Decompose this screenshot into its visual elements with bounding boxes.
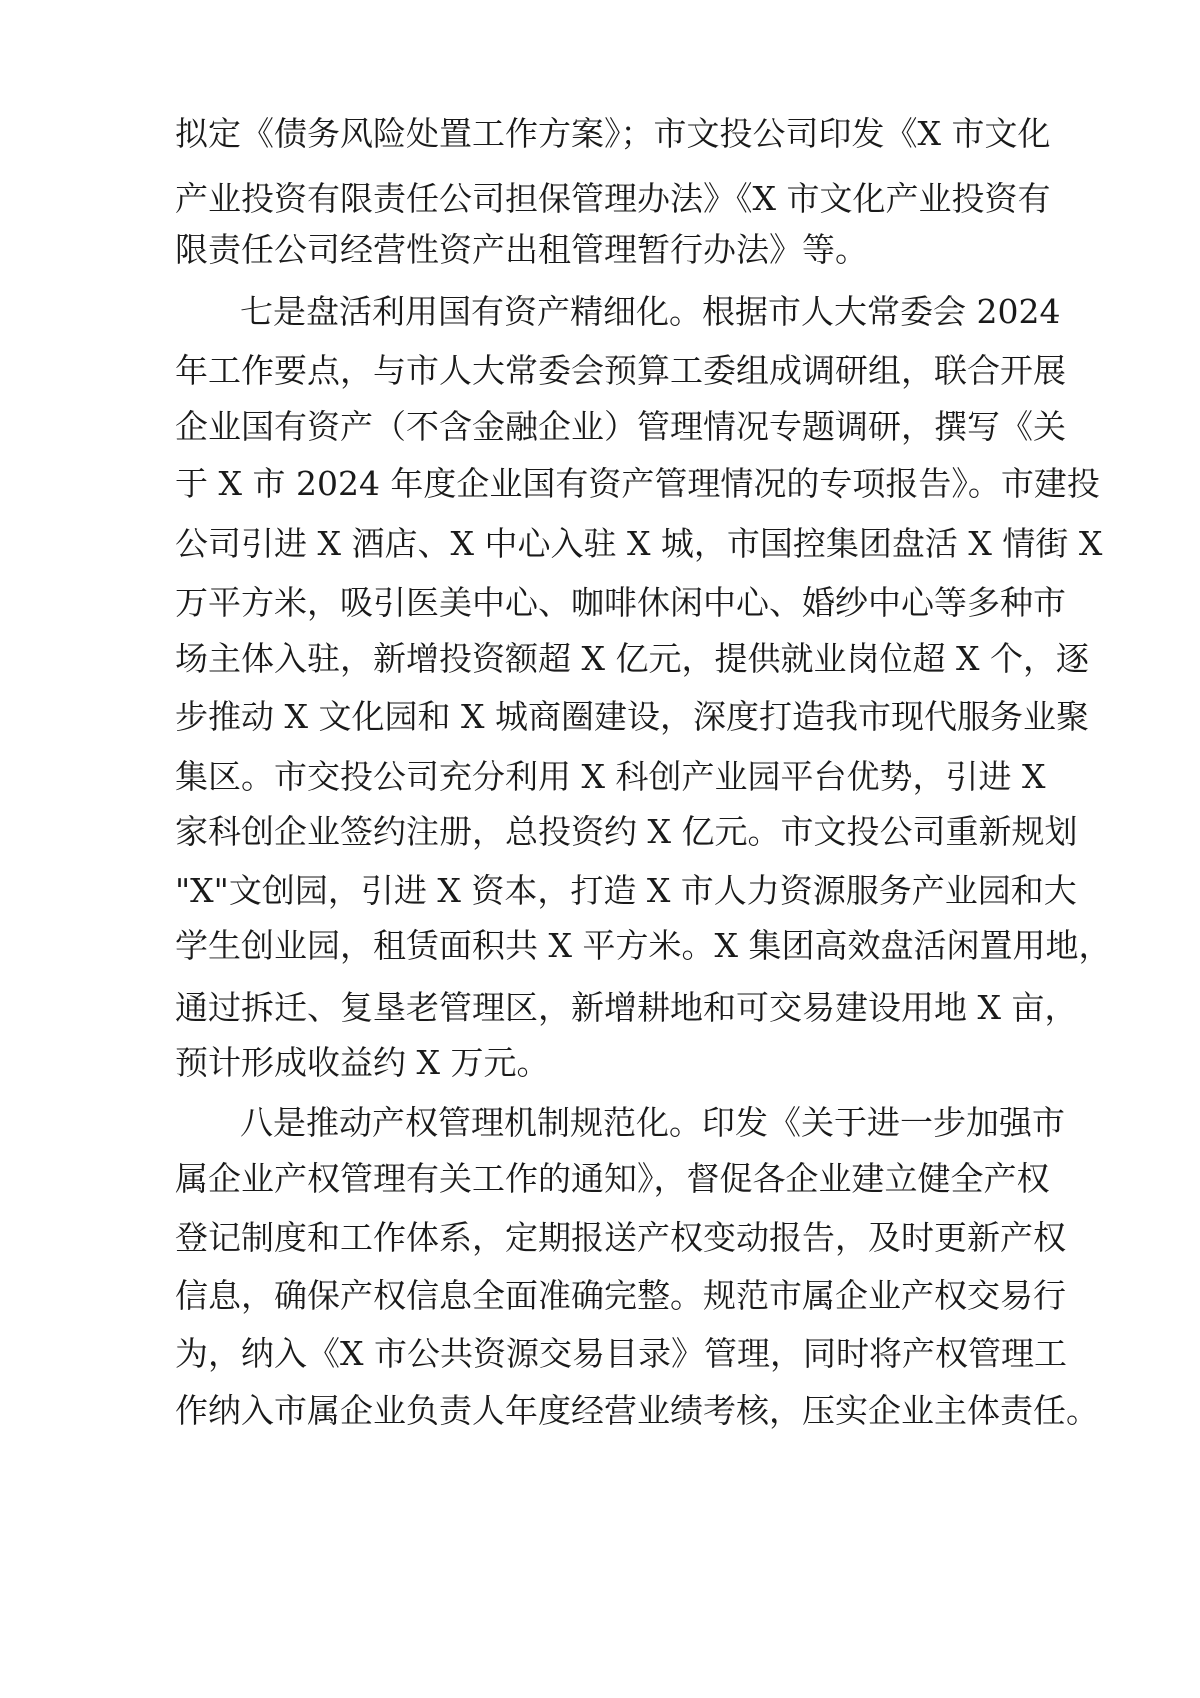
text-line: 场主体入驻，新增投资额超 X 亿元，提供就业岗位超 X 个，逐 [175,639,1089,678]
text-line: 企业国有资产（不含金融企业）管理情况专题调研，撰写《关 [175,407,1066,446]
text-line: 产业投资有限责任公司担保管理办法》《X 市文化产业投资有 [175,179,1051,218]
text-line: 八是推动产权管理机制规范化。印发《关于进一步加强市 [240,1103,1065,1142]
text-line: 步推动 X 文化园和 X 城商圈建设，深度打造我市现代服务业聚 [175,697,1089,736]
text-line: 预计形成收益约 X 万元。 [175,1043,550,1082]
text-line: 万平方米，吸引医美中心、咖啡休闲中心、婚纱中心等多种市 [175,583,1066,622]
text-line: 公司引进 X 酒店、X 中心入驻 X 城，市国控集团盘活 X 情街 X [175,524,1103,563]
text-line: 信息，确保产权信息全面准确完整。规范市属企业产权交易行 [175,1276,1066,1315]
text-line: 七是盘活利用国有资产精细化。根据市人大常委会 2024 [240,292,1061,331]
text-line: 于 X 市 2024 年度企业国有资产管理情况的专项报告》。市建投 [175,464,1100,503]
text-line: 家科创企业签约注册，总投资约 X 亿元。市文投公司重新规划 [175,812,1078,851]
text-line: 学生创业园，租赁面积共 X 平方米。X 集团高效盘活闲置用地， [175,926,1112,965]
text-line: 登记制度和工作体系，定期报送产权变动报告，及时更新产权 [175,1218,1066,1257]
text-line: 限责任公司经营性资产出租管理暂行办法》等。 [175,230,868,269]
text-line: 作纳入市属企业负责人年度经营业绩考核，压实企业主体责任。 [175,1391,1099,1430]
text-line: 属企业产权管理有关工作的通知》，督促各企业建立健全产权 [175,1159,1050,1198]
text-line: 年工作要点，与市人大常委会预算工委组成调研组，联合开展 [175,351,1066,390]
text-line: 为，纳入《X 市公共资源交易目录》管理，同时将产权管理工 [175,1334,1067,1373]
text-line: 集区。市交投公司充分利用 X 科创产业园平台优势，引进 X [175,757,1046,796]
text-line: "X"文创园，引进 X 资本，打造 X 市人力资源服务产业园和大 [175,871,1077,910]
text-line: 拟定《债务风险处置工作方案》；市文投公司印发《X 市文化 [175,114,1051,153]
text-line: 通过拆迁、复垦老管理区，新增耕地和可交易建设用地 X 亩， [175,988,1078,1027]
